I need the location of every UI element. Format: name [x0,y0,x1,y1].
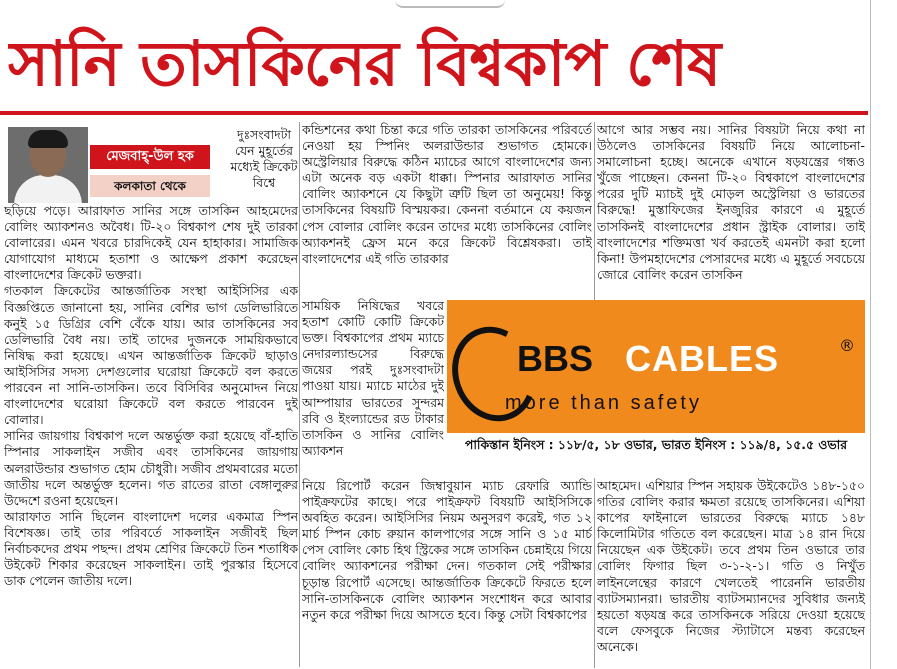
column-divider [594,478,595,668]
column-2-top: কন্ডিশনের কথা চিন্তা করে গতি তারকা তাসকিনের পরিবর্তে নেওয়া হয় স্পিনিং অলরাউন্ডার শুভাগত হোমকে। অস্ট্রেলিয়ার বিরুদ্ধে কঠিন ম্যাচের আগে বাংলাদেশের জন্য এটা অনেক বড় একটা ধাক্কা। স্পিনার আরাফাত সানির বোলিং অ্যাকশনে যে কিছুটা ত্রুটি ছিল তা অনুমেয়! কিন্তু তাসকিনের বিষয়টি বিস্ময়কর। কেননা বর্তমানে যে কয়জন পেস বোলার বোলিং করেন তাদের মধ্যে তাসকিনের বোলিং অ্যাকশনই ফ্রেস মনে করে ক্রিকেট বিশ্লেষকরা। তাই বাংলাদেশের এই গতি তারকার [302,122,592,266]
column-divider [594,122,595,300]
column-divider [299,122,300,667]
paragraph: সানির জায়গায় বিশ্বকাপ দলে অন্তর্ভুক্ত করা হয়েছে বাঁ-হাতি স্পিনার সাকলাইন সজীব এবং তাসকিনের জায়গায় অলরাউন্ডার শুভাগত হোম চৌধুরী। সজীব প্রথমবারের মতো জাতীয় দলে অন্তর্ভুক্ত হলেন। গত রাতের রাতা বেঙ্গালুরুর উদ্দেশে রওনা হয়েছেন। [4,428,298,508]
score-line: পাকিস্তান ইনিংস : ১১৮/৫, ১৮ ওভার, ভারত ইনিংস : ১১৯/৪, ১৫.৫ ওভার [464,437,848,452]
headline: সানি তাসকিনের বিশ্বকাপ শেষ [8,27,721,100]
advert-tagline: more than safety [505,392,702,414]
adjacent-page-edge [870,0,897,669]
column-3-bottom: আহমেদ। এশিয়ার স্পিন সহায়ক উইকেটেও ১৪৮-১৫০ গতির বোলিং করার ক্ষমতা রয়েছে তাসকিনের। এশিয়া কাপের ফাইনালে ভারতের বিরুদ্ধে ম্যাচে ১৪৮ কিলোমিটার গতিতে বল করেছেন। মাত্র ১৪ রান দিয়ে নিয়েছেন এক উইকেট। তবে প্রথম তিন ওভারে তার বোলিং ফিগার ছিল ৩-১-২-১। গতি ও নিখুঁত লাইনলেন্থের কারণে খেলতেই পারেননি ভারতীয় ব্যাটসম্যানরা। ভারতীয় ব্যাটসম্যানদের সুবিধার জন্যই হয়তো ষড়যন্ত্র করে তাসকিনকে সরিয়ে দেওয়া হয়েছে বলে ফেসবুকে নিজের স্ট্যাটাসে মন্তব্য করেছেন অনেকে। [597,478,865,654]
column-3-top: আগে আর সম্ভব নয়। সানির বিষয়টা নিয়ে কথা না উঠলেও তাসকিনের বিষয়টি নিয়ে আলোচনা-সমালোচনা হচ্ছে। অনেকে এখানে ষড়যন্ত্রের গন্ধও খুঁজে পাচ্ছেন। কেননা টি-২০ বিশ্বকাপে বাংলাদেশের পরের দুটি ম্যাচই দুই মোড়ল অস্ট্রেলিয়া ও ভারতের বিরুদ্ধে! মুস্তাফিজের ইনজুরির কারণে এ মুহূর্তে তাসকিনই বাংলাদেশের প্রধান স্ট্রাইক বোলার। তাই বাংলাদেশের শক্তিমত্তা খর্ব করতেই এমনটা করা হলো কিনা! উপমহাদেশের পেসারদের মধ্যে এ মুহূর্তে সবচেয়ে জোরে বোলিং করেন তাসকিন [597,122,865,282]
author-location: কলকাতা থেকে [90,175,210,197]
column-2-mid: সাময়িক নিষিদ্ধের খবরে হতাশ কোটি কোটি ক্রিকেট ভক্ত। বিশ্বকাপের প্রথম ম্যাচে নেদারল্যান্ডসের বিরুদ্ধে জয়ের পরই দুঃসংবাদটা পাওয়া যায়। ম্যাচে মাঠের দুই আম্পায়ার ভারতের সুন্দরম রবি ও ইংল্যান্ডের রড টাকার তাসকিন ও সানির বোলিং অ্যাকশন [302,298,444,458]
masthead-fragment [395,0,505,8]
column-1-intro: দুঃসংবাদটা যেন মুহূর্তের মধ্যেই ক্রিকেট বিশ্বে [230,127,298,191]
paragraph: ছড়িয়ে পড়ে। আরাফাত সানির সঙ্গে তাসকিন আহমেদের বোলিং অ্যাকশনও অবৈধ। টি-২০ বিশ্বকাপ শেষ দুই তারকা বোলারের। এমন খবরে চারদিকেই যেন হাহাকার। সামাজিক যোগাযোগ মাধ্যমে হতাশা ও আক্ষেপ প্রকাশ করেছেন বাংলাদেশের ক্রিকেট ভক্তরা। [4,203,298,283]
column-1 [4,127,298,667]
advert-brand-bbs: BBS [517,338,594,379]
author-name: মেজবাহ্-উল হক [90,145,210,169]
paragraph: গতকাল ক্রিকেটের আন্তর্জাতিক সংস্থা আইসিসির এক বিজ্ঞপ্তিতে জানানো হয়, সানির বেশির ভাগ ডেলিভারিতে কনুই ১৫ ডিগ্রির বেশি বেঁকে যায়। আর তাসকিনের সব ডেলিভারি বৈধ নয়। তাই তাদের দুজনকে সাময়িকভাবে নিষিদ্ধ করা হয়েছে। এখন আন্তর্জাতিক ক্রিকেট ছাড়াও আইসিসির সদস্য দেশগুলোর ঘরোয়া ক্রিকেটে বল করতে পারবেন না সানি-তাসকিন। তবে বিসিবির অনুমোদন নিয়ে বাংলাদেশের ঘরোয়া ক্রিকেটে বল করতে পারবেন দুই বোলার। [4,283,298,428]
top-strip [0,0,870,10]
registered-mark: ® [839,336,855,355]
column-2-bottom: নিয়ে রিপোর্ট করেন জিম্বাবুয়ান ম্যাচ রেফারি অ্যান্ডি পাইক্রফটের কাছে। পরে পাইক্রফট বিষয়টি আইসিসিকে অবহিত করেন। আইসিসির নিয়ম অনুসরণ করেই, গত ১২ মার্চ স্পিন কোচ রুয়ান কালপাগের সঙ্গে সানি ও ১৫ মার্চ পেস বোলিং কোচ হিথ স্ট্রিকের সঙ্গে তাসকিন চেন্নাইয়ে গিয়ে বোলিং অ্যাকশনের পরীক্ষা দেন। গতকাল সেই পরীক্ষার চূড়ান্ত রিপোর্ট এসেছে। আন্তর্জাতিক ক্রিকেটে ফিরতে হলে সানি-তাসকিনকে বোলিং অ্যাকশন সংশোধন করে আবার নতুন করে পরীক্ষা দিয়ে আসতে হবে। কিন্তু সেটা বিশ্বকাপের [302,478,592,622]
bbs-cables-advert [447,300,865,433]
headline-rule [0,111,868,115]
advert-brand-cables: CABLES [625,338,780,379]
paragraph: আরাফাত সানি ছিলেন বাংলাদেশ দলের একমাত্র স্পিন বিশেষজ্ঞ। তাই তার পরিবর্তে সাকলাইন সজীবই ছিল নির্বাচকদের প্রথম পছন্দ। প্রথম শ্রেণির ক্রিকেটে তিন শতাধিক উইকেট শিকার করেছেন সাকলাইন। তাই পুরস্কার হিসেবে ডাক পেলেন জাতীয় দলে। [4,508,298,589]
